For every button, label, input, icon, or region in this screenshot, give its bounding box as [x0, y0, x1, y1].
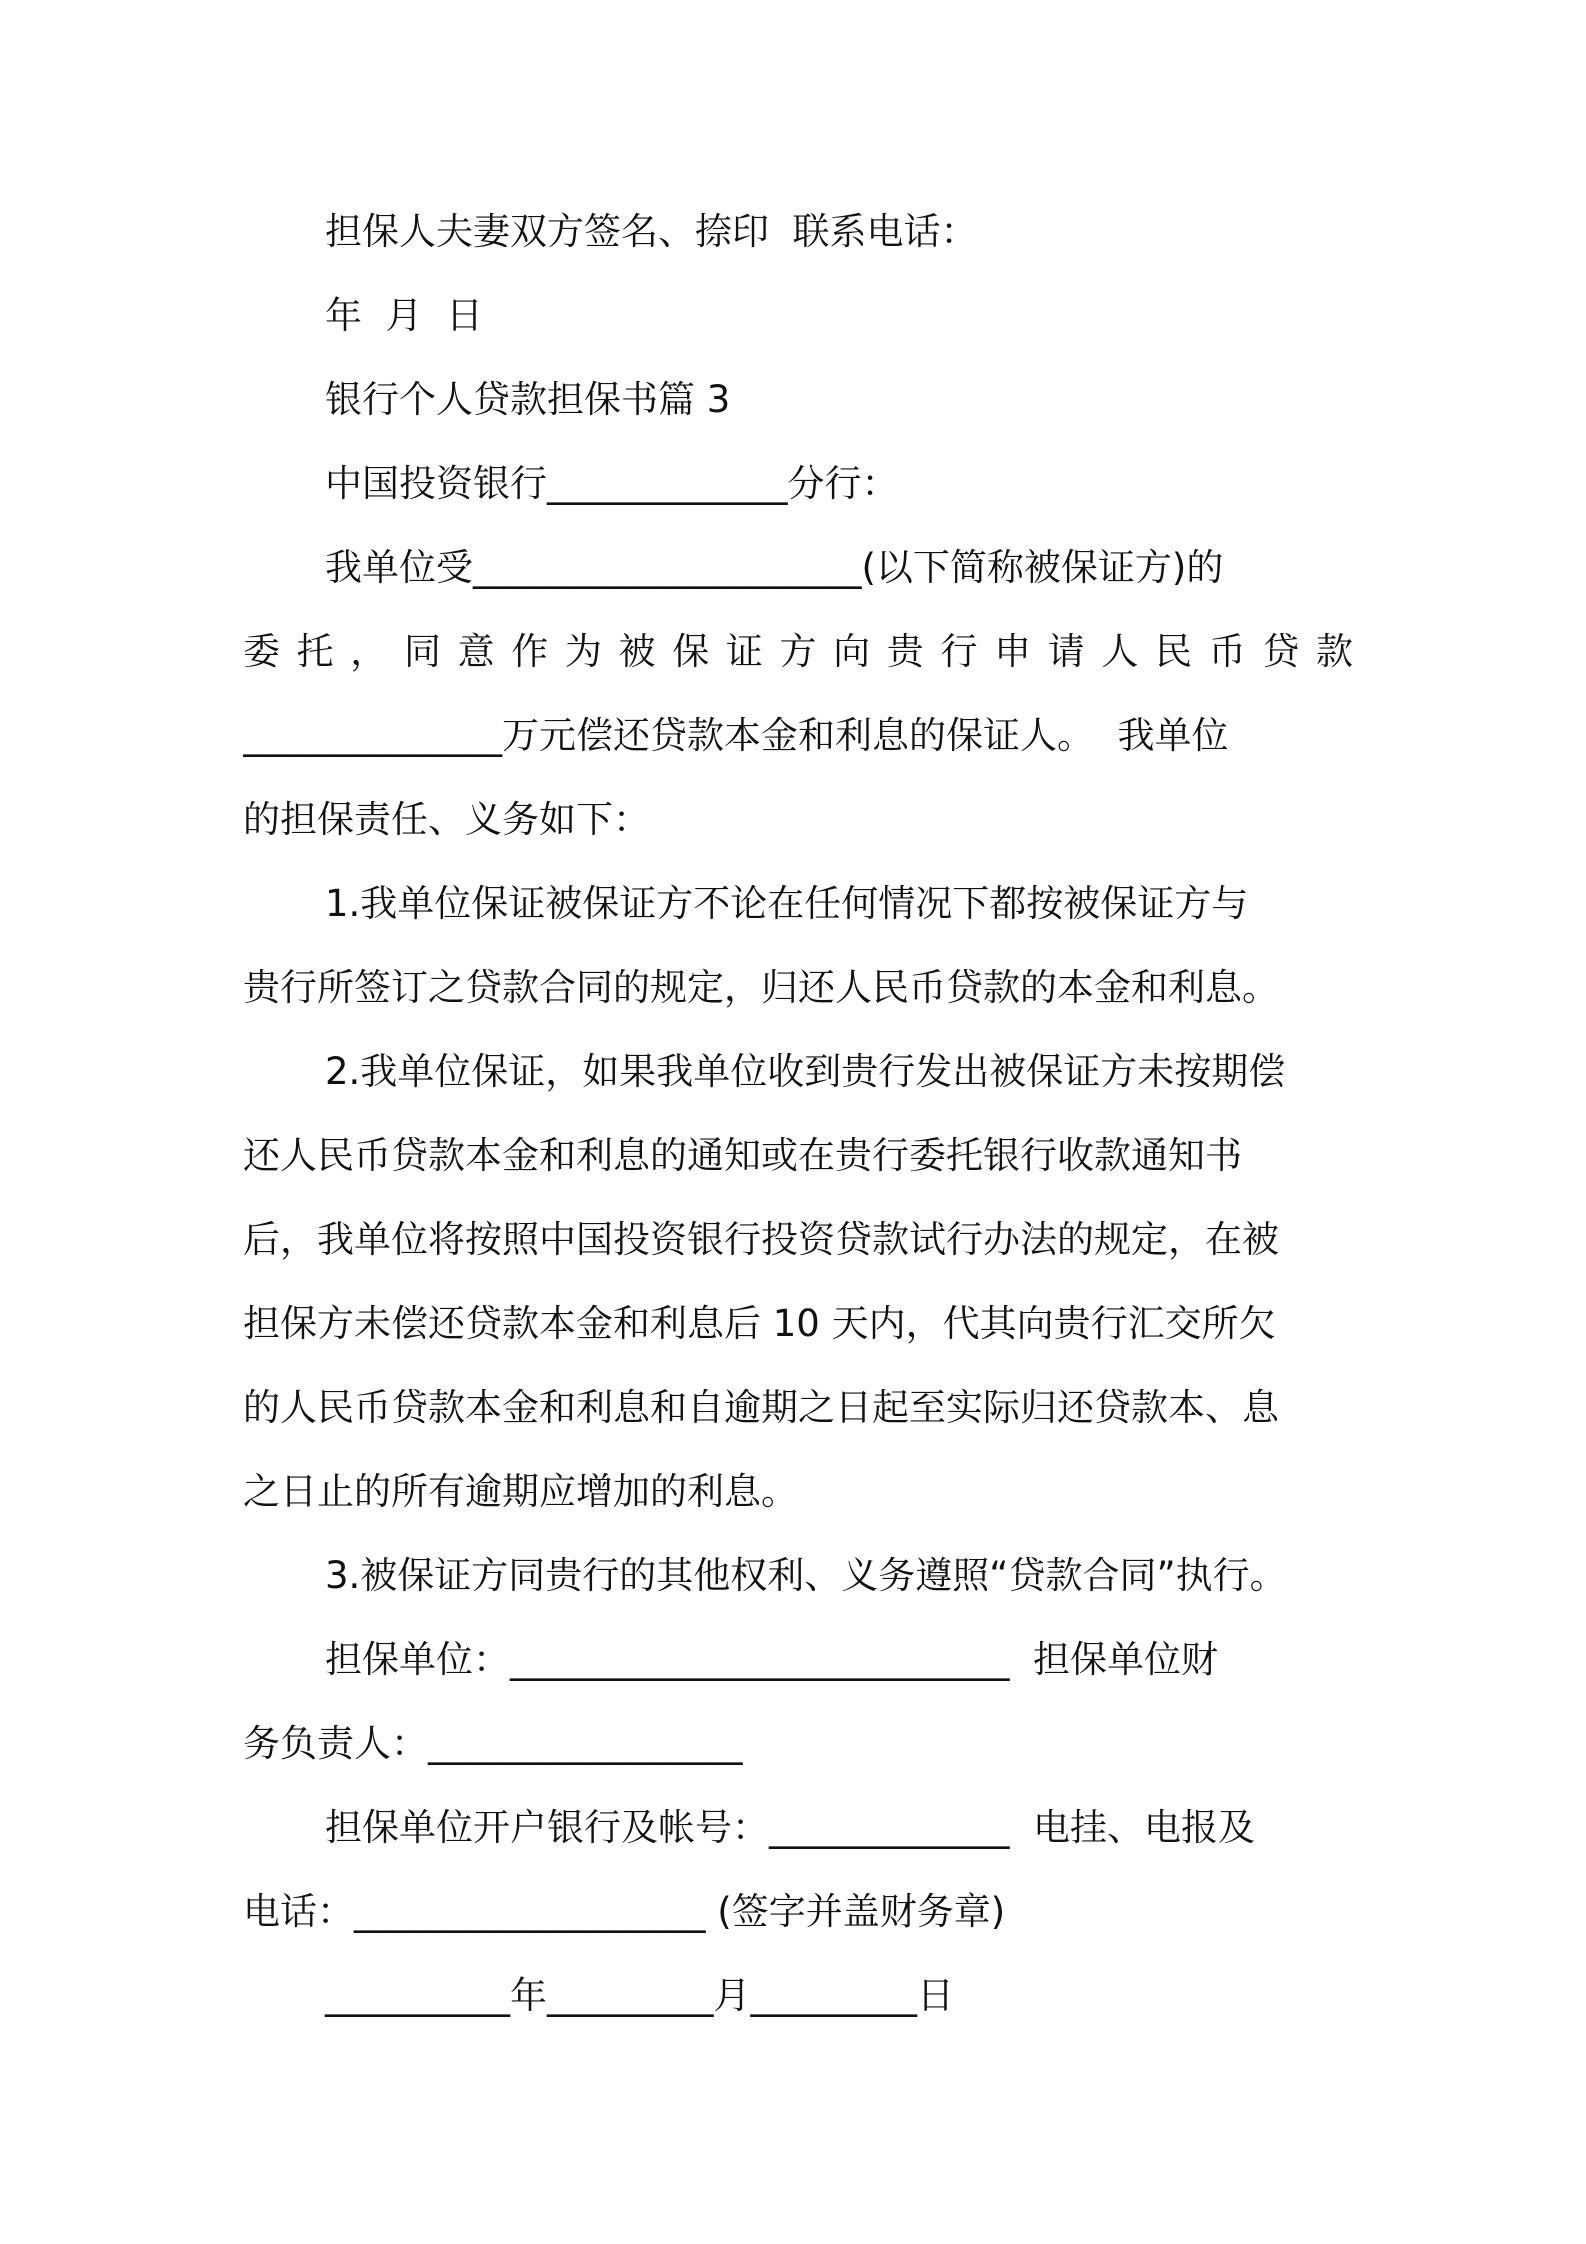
- phone-line: 电话：___________________ (签字并盖财务章): [243, 1890, 1006, 1933]
- clause-2-line-3: 后，我单位将按照中国投资银行投资贷款试行办法的规定，在被: [243, 1218, 1279, 1261]
- clause-2-line-2: 还人民币贷款本金和利息的通知或在贵行委托银行收款通知书: [243, 1134, 1242, 1177]
- clause-2-line-4: 担保方未偿还贷款本金和利息后 10 天内，代其向贵行汇交所欠: [243, 1302, 1276, 1345]
- paragraph-intro-line-4: 的担保责任、义务如下：: [243, 798, 650, 841]
- clause-3-line-1: 3.被保证方同贵行的其他权利、义务遵照“贷款合同”执行。: [325, 1554, 1287, 1597]
- clause-2-line-1: 2.我单位保证，如果我单位收到贵行发出被保证方未按期偿: [325, 1050, 1286, 1093]
- clause-2-line-6: 之日止的所有逾期应增加的利息。: [243, 1470, 798, 1513]
- guarantor-spouse-signature-line: 担保人夫妻双方签名、捺印 联系电话：: [325, 210, 978, 253]
- signing-date-line: __________年_________月_________日: [325, 1974, 954, 2017]
- section-title: 银行个人贷款担保书篇 3: [325, 378, 731, 421]
- document-body: [243, 190, 1353, 2038]
- guarantor-unit-line: 担保单位：___________________________ 担保单位财: [325, 1638, 1219, 1681]
- clause-1-line-1: 1.我单位保证被保证方不论在任何情况下都按被保证方与: [325, 882, 1249, 925]
- clause-2-line-5: 的人民币贷款本金和利息和自逾期之日起至实际归还贷款本、息: [243, 1386, 1279, 1429]
- paragraph-intro-line-3: ______________万元偿还贷款本金和利息的保证人。 我单位: [243, 714, 1229, 757]
- addressee-line: 中国投资银行_____________分行：: [325, 462, 899, 505]
- paragraph-intro-line-1: 我单位受_____________________(以下简称被保证方)的: [325, 546, 1224, 589]
- finance-officer-line: 务负责人：_________________: [243, 1722, 743, 1765]
- date-line: 年 月 日: [325, 294, 484, 337]
- paragraph-intro-line-2: 委托，同意作为被保证方向贵行申请人民币贷款: [243, 630, 1353, 673]
- clause-1-line-2: 贵行所签订之贷款合同的规定，归还人民币贷款的本金和利息。: [243, 966, 1279, 1009]
- bank-account-line: 担保单位开户银行及帐号：_____________ 电挂、电报及: [325, 1806, 1256, 1849]
